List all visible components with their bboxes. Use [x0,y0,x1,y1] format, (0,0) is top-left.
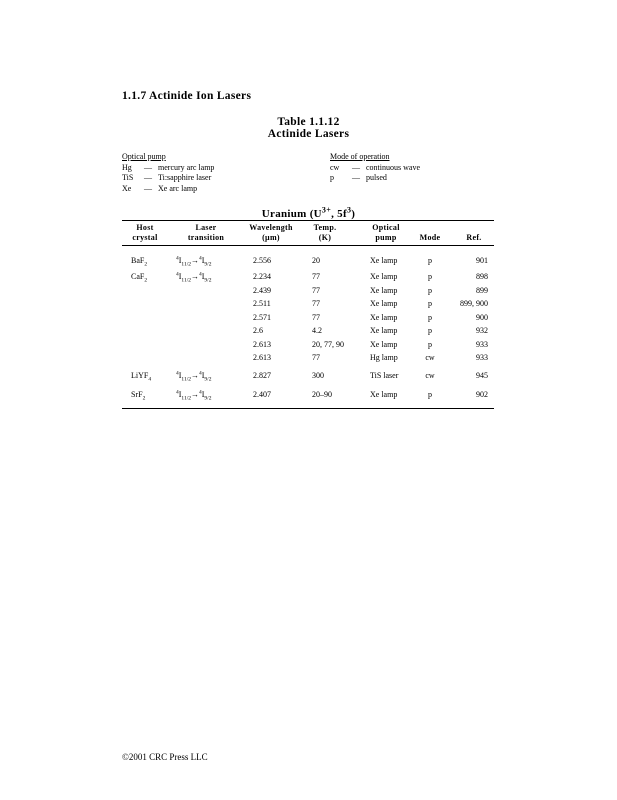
cell-temp: 77 [312,272,320,281]
cell-temp: 77 [312,286,320,295]
cell-wavelength: 2.571 [253,313,271,322]
transition-lower-sup: 4 [199,370,202,377]
header-mode: Mode [419,233,441,242]
transition-lower-sup: 4 [199,271,202,278]
transition-arrow: → [191,390,199,399]
header-wavelength: Wavelength (µm) [249,223,293,242]
cell-pump: Xe lamp [370,326,398,335]
transition-upper-sup: 4 [176,389,179,396]
cell-wavelength: 2.827 [253,371,271,380]
cell-pump: Xe lamp [370,390,398,399]
cell-temp: 77 [312,313,320,322]
cell-wavelength: 2.613 [253,353,271,362]
transition-upper: I [178,390,182,399]
cell-ref: 945 [476,371,488,380]
cell-pump: Xe lamp [370,286,398,295]
cell-mode: p [428,272,432,281]
legend-pump-code: TiS [122,173,134,182]
cell-mode: p [428,340,432,349]
transition-upper: I [178,371,182,380]
legend-pump-heading: Optical pump [122,152,166,161]
transition-upper: I [178,256,182,265]
table-top-rule [122,220,494,221]
cell-ref: 898 [476,272,488,281]
header-optical-pump: Optical pump [372,223,400,242]
cell-host [131,371,151,381]
legend-mode-code: cw [330,162,340,172]
legend-pump-desc: Ti:sapphire laser [158,173,212,182]
cell-ref: 933 [476,353,488,362]
cell-transition [176,256,211,266]
cell-temp: 4.2 [312,326,322,335]
legend-mode-heading: Mode of operation [330,152,390,161]
legend-pump-item [122,184,214,195]
cell-pump: Xe lamp [370,340,398,349]
cell-host [131,272,147,282]
copyright-footer: ©2001 CRC Press LLC [122,752,208,762]
cell-wavelength: 2.556 [253,256,271,265]
legend-mode-desc: pulsed [366,173,387,182]
cell-mode: cw [425,371,435,380]
legend-mode-item [330,173,420,184]
legend-mode-dash: — [352,162,360,172]
cell-host [131,390,145,400]
cell-wavelength: 2.613 [253,340,271,349]
table-header-rule [122,245,494,246]
cell-transition [176,390,211,400]
host-subscript: 4 [148,376,152,383]
cell-pump: TiS laser [370,371,399,380]
cell-mode: p [428,390,432,399]
transition-upper: I [178,272,182,281]
legend-optical-pump [122,152,214,194]
cell-temp: 20, 77, 90 [312,340,344,349]
cell-mode: p [428,299,432,308]
table-title: Actinide Lasers [267,128,350,140]
cell-mode: cw [425,353,435,362]
transition-lower-sub: 9/2 [204,277,212,284]
host-formula: LiYF [131,371,149,380]
cell-ref: 899, 900 [460,299,488,308]
cell-pump: Xe lamp [370,272,398,281]
transition-upper-sup: 4 [176,255,179,262]
legend-mode [330,152,420,184]
legend-pump-item [122,163,214,174]
host-subscript: 2 [142,395,146,402]
transition-upper-sub: 11/2 [181,261,191,268]
cell-ref: 900 [476,313,488,322]
transition-lower: I [201,256,205,265]
transition-lower-sup: 4 [199,255,202,262]
legend-pump-dash: — [144,173,152,182]
header-temp: Temp. (K) [313,223,337,242]
cell-temp: 20–90 [312,390,332,399]
cell-ref: 932 [476,326,488,335]
cell-ref: 901 [476,256,488,265]
legend-mode-code: p [330,173,334,182]
host-subscript: 2 [144,261,148,268]
cell-temp: 300 [312,371,324,380]
transition-upper-sup: 4 [176,271,179,278]
cell-temp: 77 [312,299,320,308]
cell-pump: Hg lamp [370,353,398,362]
cell-temp: 20 [312,256,320,265]
transition-arrow: → [191,371,199,380]
ion-title: Uranium ($U^{3+}$, $5f^3$) [261,205,356,220]
cell-ref: 899 [476,286,488,295]
cell-wavelength: 2.511 [253,299,271,308]
cell-ref: 902 [476,390,488,399]
host-subscript: 2 [144,277,148,284]
legend-mode-desc: continuous wave [366,162,420,172]
legend-mode-dash: — [352,173,360,182]
cell-host [131,256,147,266]
transition-lower: I [201,272,205,281]
legend-pump-code: Hg [122,162,132,172]
transition-upper-sub: 11/2 [181,395,191,402]
cell-ref: 933 [476,340,488,349]
transition-upper-sub: 11/2 [181,376,191,383]
transition-upper-sup: 4 [176,370,179,377]
header-host: Host crystal [132,223,158,242]
header-ref: Ref. [466,233,482,242]
transition-lower-sub: 9/2 [204,395,212,402]
cell-wavelength: 2.6 [253,326,263,335]
transition-lower-sub: 9/2 [204,261,212,268]
cell-pump: Xe lamp [370,313,398,322]
cell-temp: 77 [312,353,320,362]
transition-lower: I [201,390,205,399]
transition-upper-sub: 11/2 [181,277,191,284]
transition-lower-sup: 4 [199,389,202,396]
legend-mode-item [330,163,420,174]
host-formula: BaF [131,256,145,265]
transition-arrow: → [191,256,199,265]
cell-pump: Xe lamp [370,299,398,308]
legend-pump-item [122,173,214,184]
cell-mode: p [428,326,432,335]
transition-lower-sub: 9/2 [204,376,212,383]
legend-pump-desc: Xe arc lamp [158,183,198,193]
cell-pump: Xe lamp [370,256,398,265]
transition-arrow: → [191,272,199,281]
cell-mode: p [428,313,432,322]
header-laser-transition: Laser transition [187,223,225,242]
table-bottom-rule [122,408,494,409]
cell-mode: p [428,286,432,295]
host-formula: CaF [131,272,145,281]
legend-pump-dash: — [144,162,152,172]
transition-lower: I [201,371,205,380]
cell-wavelength: 2.439 [253,286,271,295]
cell-transition [176,272,211,282]
section-title: 1.1.7 Actinide Ion Lasers [122,90,252,102]
legend-pump-desc: mercury arc lamp [158,162,215,172]
cell-mode: p [428,256,432,265]
legend-pump-code: Xe [122,183,132,193]
cell-wavelength: 2.234 [253,272,271,281]
cell-wavelength: 2.407 [253,390,271,399]
table-number: Table 1.1.12 [277,116,340,128]
cell-transition [176,371,211,381]
host-formula: SrF [131,390,143,399]
legend-pump-dash: — [144,183,152,193]
